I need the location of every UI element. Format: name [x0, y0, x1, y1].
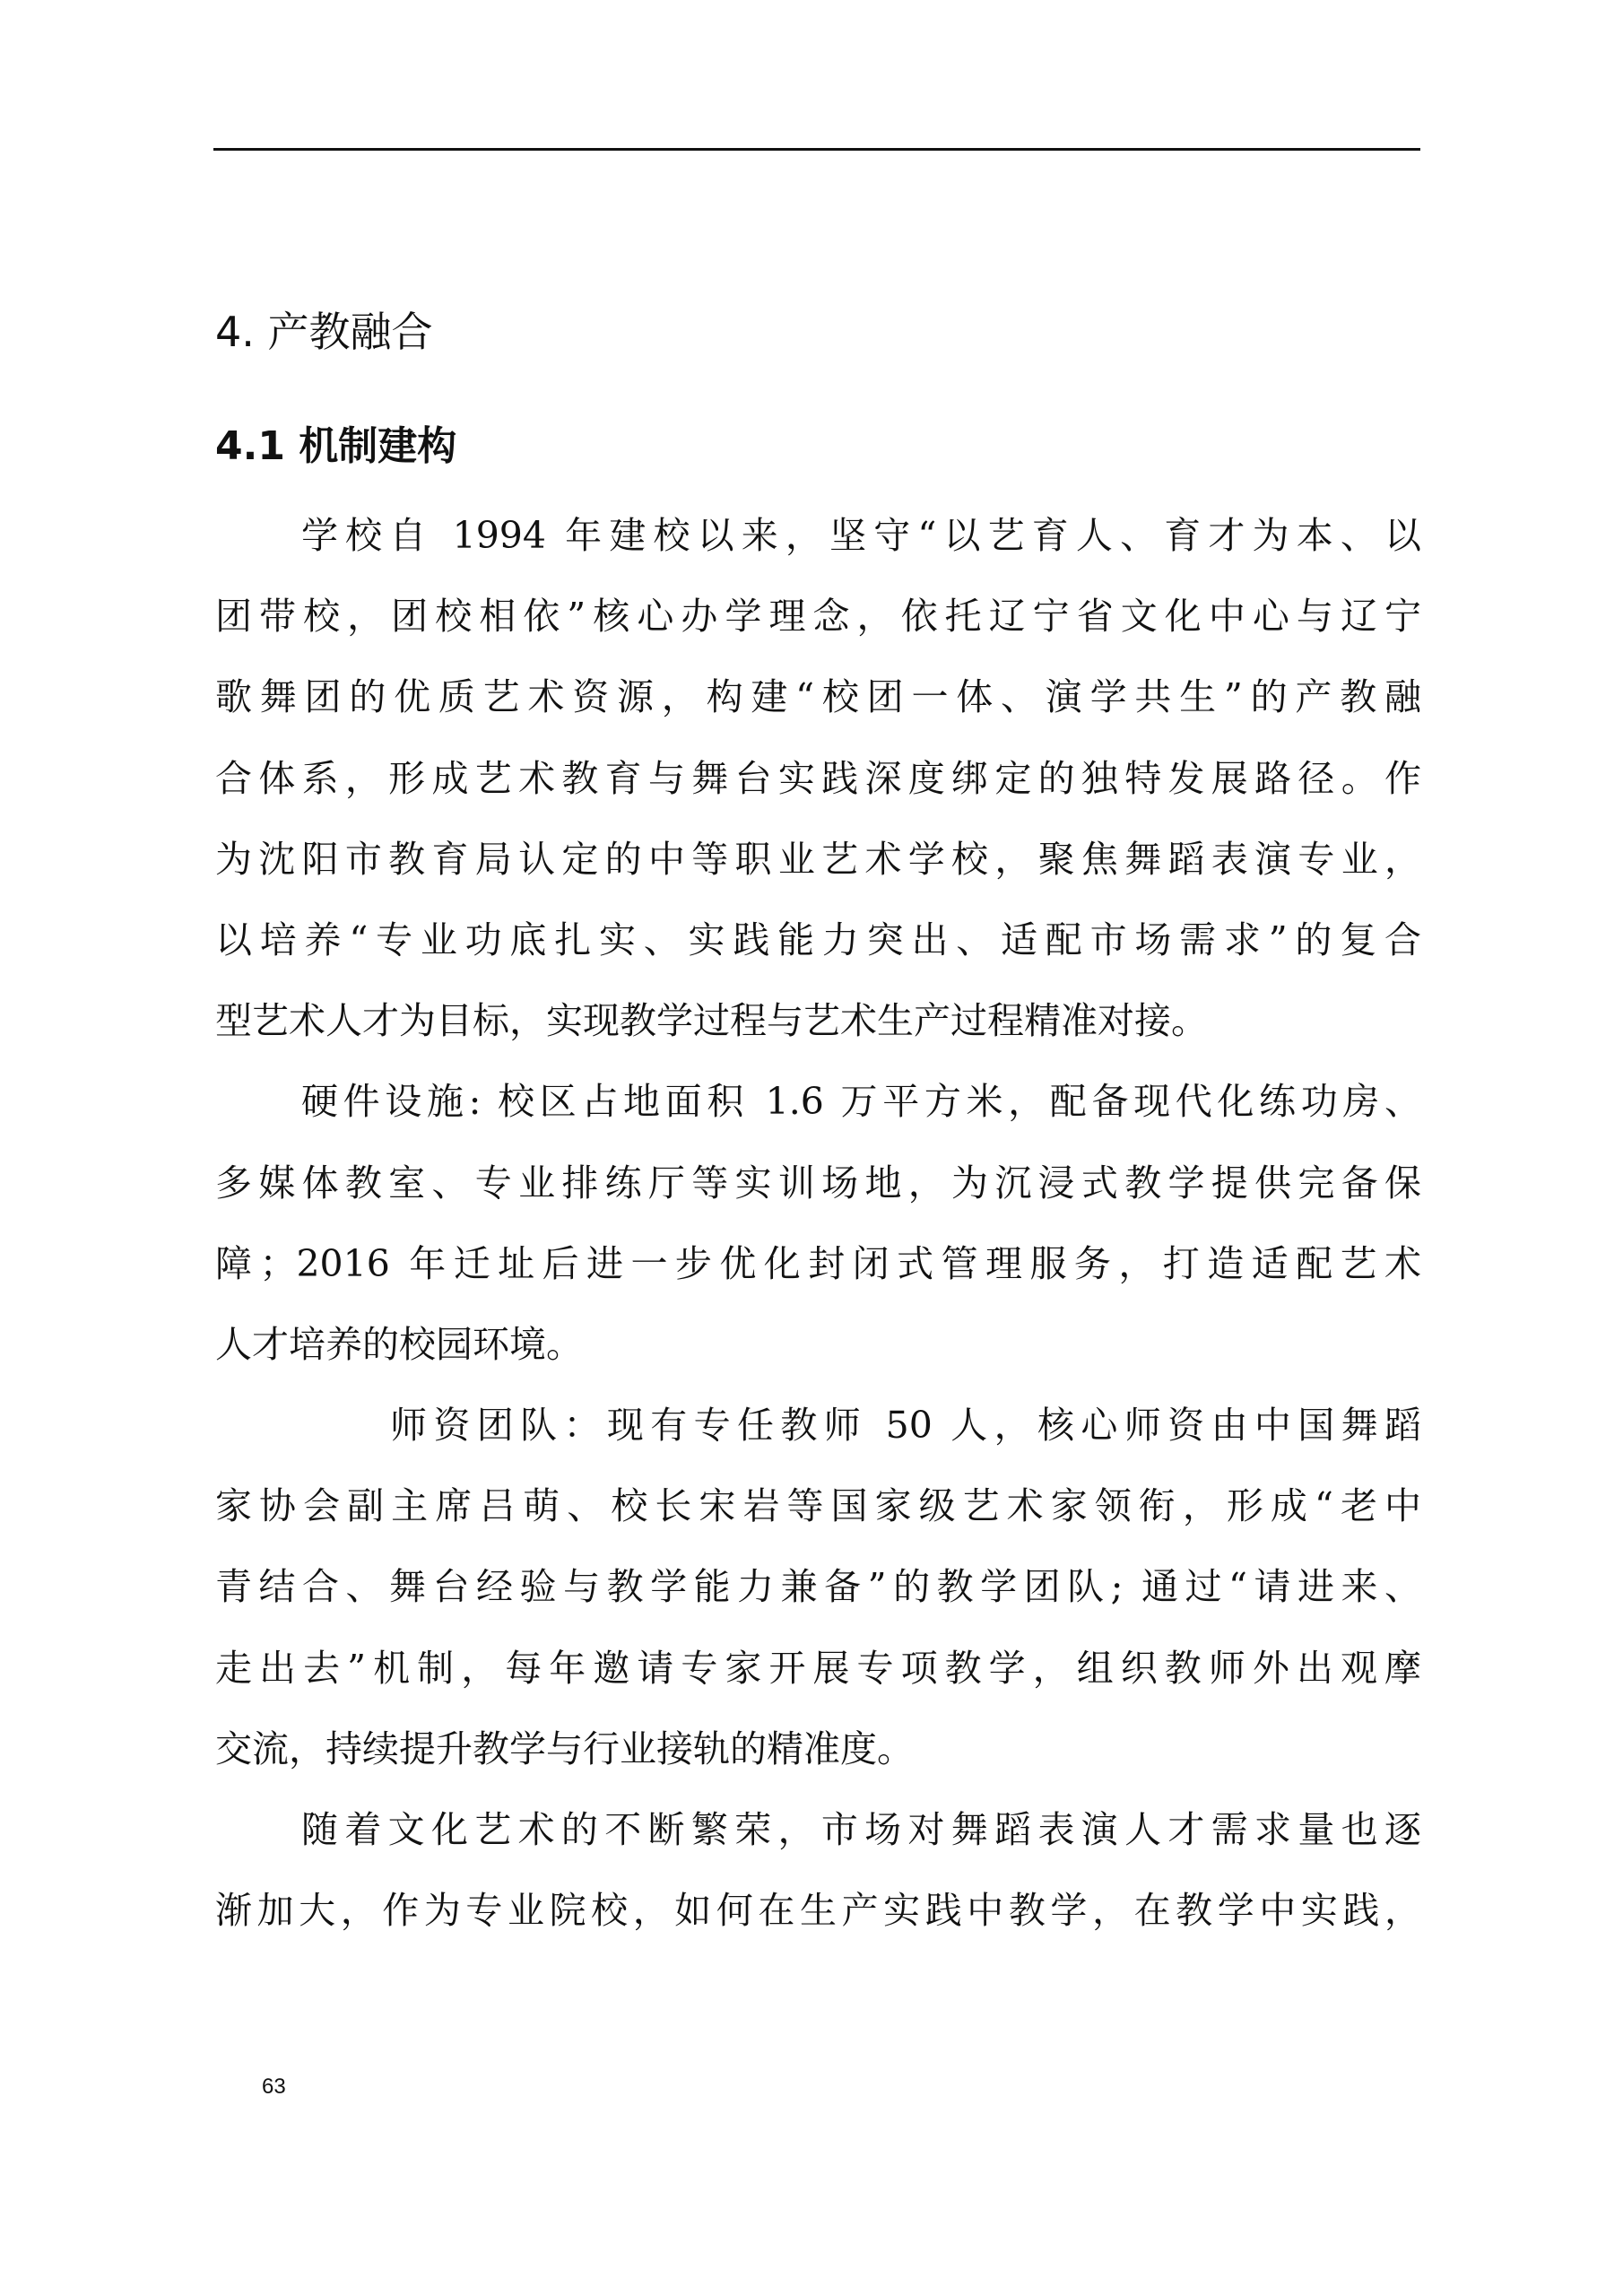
paragraph-line: 障；2016 年迁址后进一步优化封闭式管理服务，打造适配艺术	[215, 1241, 1421, 1285]
paragraph-line: 型艺术人才为目标，实现教学过程与艺术生产过程精准对接。	[215, 999, 1208, 1043]
paragraph-line: 青结合、舞台经验与教学能力兼备”的教学团队; 通过“请进来、	[215, 1565, 1421, 1609]
subsection-heading: 4.1 机制建构	[215, 423, 457, 469]
paragraph-line: 渐加大，作为专业院校，如何在生产实践中教学，在教学中实践，	[215, 1889, 1421, 1933]
paragraph-line: 交流，持续提升教学与行业接轨的精准度。	[215, 1726, 914, 1770]
paragraph-line: 家协会副主席吕萌、校长宋岩等国家级艺术家领衔，形成“老中	[215, 1484, 1421, 1528]
paragraph-line: 以培养“专业功底扎实、实践能力突出、适配市场需求”的复合	[215, 918, 1421, 961]
section-heading: 4. 产教融合	[215, 308, 433, 356]
page-number: 63	[262, 2074, 286, 2099]
paragraph-line: 歌舞团的优质艺术资源，构建“校团一体、演学共生”的产教融	[215, 675, 1421, 719]
paragraph-line: 为沈阳市教育局认定的中等职业艺术学校，聚焦舞蹈表演专业，	[215, 837, 1421, 881]
paragraph-line: 学校自 1994 年建校以来，坚守“以艺育人、育才为本、以	[301, 514, 1421, 557]
paragraph-line: 人才培养的校园环境。	[215, 1322, 583, 1366]
body-text	[215, 495, 1421, 1951]
paragraph-line: 硬件设施: 校区占地面积 1.6 万平方米，配备现代化练功房、	[301, 1080, 1421, 1124]
paragraph-line: 师资团队：现有专任教师 50 人，核心师资由中国舞蹈	[390, 1404, 1421, 1448]
paragraph-line: 走出去”机制，每年邀请专家开展专项教学，组织教师外出观摩	[215, 1646, 1421, 1690]
header-rule	[213, 148, 1420, 151]
paragraph-line: 随着文化艺术的不断繁荣，市场对舞蹈表演人才需求量也逐	[301, 1808, 1421, 1851]
paragraph-line: 合体系，形成艺术教育与舞台实践深度绑定的独特发展路径。作	[215, 756, 1421, 800]
paragraph-line: 多媒体教室、专业排练厅等实训场地，为沉浸式教学提供完备保	[215, 1161, 1421, 1205]
paragraph-line: 团带校，团校相依”核心办学理念，依托辽宁省文化中心与辽宁	[215, 595, 1421, 639]
